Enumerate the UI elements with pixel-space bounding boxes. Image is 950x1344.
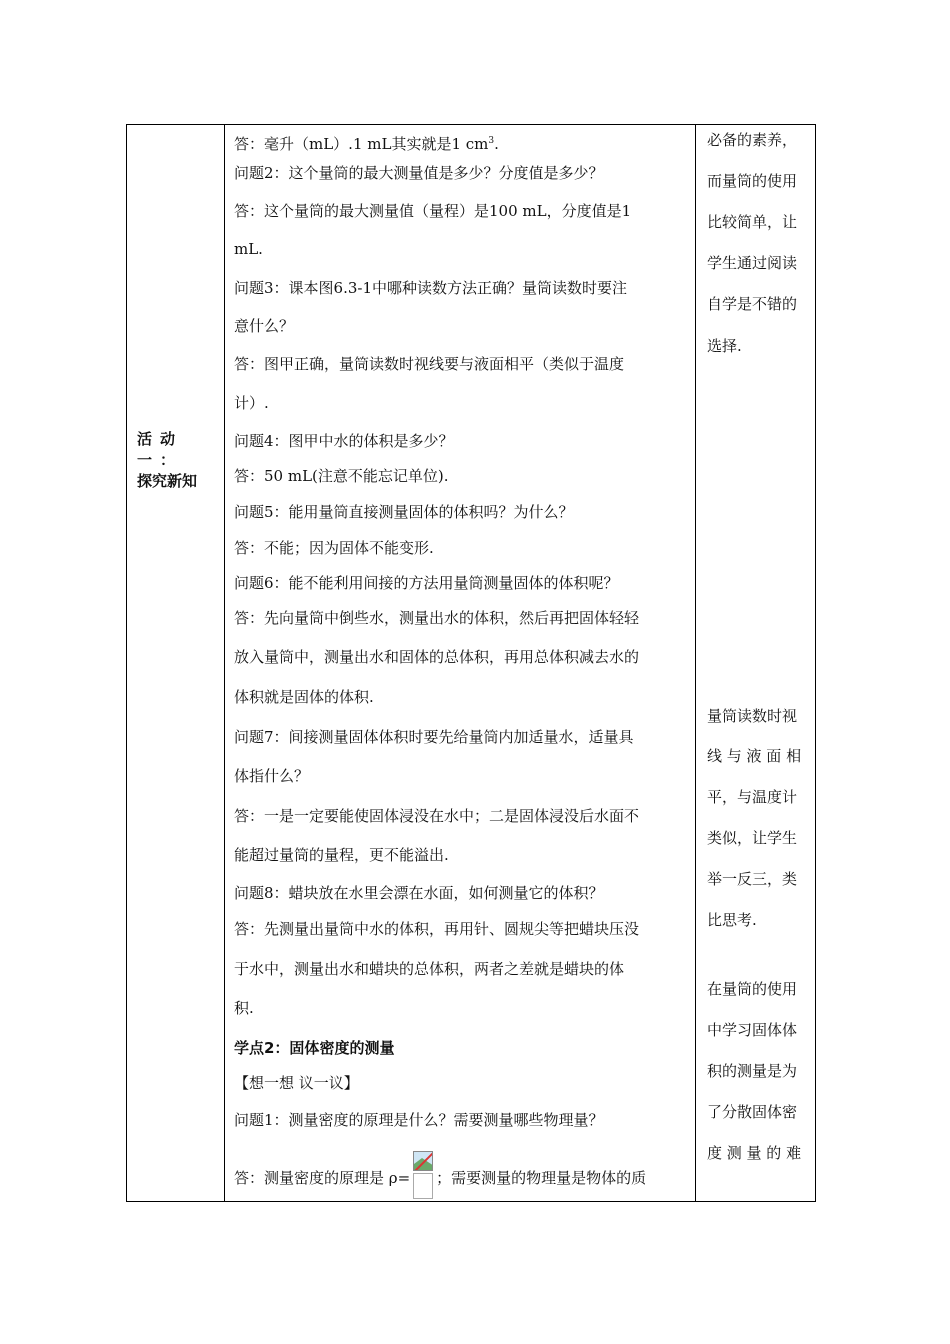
note-line: 积的测量是为 bbox=[707, 1062, 798, 1080]
content-cell bbox=[226, 125, 696, 1201]
note-line: 比较简单，让 bbox=[707, 213, 798, 231]
note-line: 自学是不错的 bbox=[707, 295, 798, 313]
note-line: 类似，让学生 bbox=[707, 829, 798, 847]
content-line bbox=[234, 765, 690, 787]
note-line: 举一反三，类 bbox=[707, 870, 798, 888]
content-line bbox=[234, 918, 690, 940]
content-text: 问题5：能用量筒直接测量固体的体积吗？为什么？ bbox=[234, 503, 574, 521]
activity-cell bbox=[127, 125, 225, 1201]
content-text: 答：图甲正确，量筒读数时视线要与液面相平（类似于温度 bbox=[234, 355, 625, 373]
content-line bbox=[234, 392, 690, 414]
section-heading bbox=[234, 1037, 690, 1059]
note-line: 必备的素养， bbox=[707, 131, 798, 149]
content-text: 答：先向量筒中倒些水，测量出水的体积，然后再把固体轻轻 bbox=[234, 609, 640, 627]
content-line bbox=[234, 200, 690, 222]
formula-line bbox=[234, 1155, 690, 1203]
content-line bbox=[234, 958, 690, 980]
content-text: 问题7：间接测量固体体积时要先给量筒内加适量水，适量具 bbox=[234, 728, 634, 746]
content-line bbox=[234, 465, 690, 487]
content-text: mL. bbox=[234, 240, 263, 258]
content-line bbox=[234, 997, 690, 1019]
content-text: 意什么？ bbox=[234, 317, 295, 335]
content-line bbox=[234, 686, 690, 708]
note-line: 选择. bbox=[707, 337, 742, 355]
notes-cell bbox=[697, 125, 817, 1201]
content-line bbox=[234, 1072, 690, 1094]
lesson-table bbox=[126, 124, 816, 1202]
content-line bbox=[234, 844, 690, 866]
content-line bbox=[234, 646, 690, 668]
content-line bbox=[234, 805, 690, 827]
note-line: 了分散固体密 bbox=[707, 1103, 798, 1121]
content-text-suffix: . bbox=[494, 135, 499, 153]
superscript: 3 bbox=[488, 136, 495, 146]
content-text: 答：先测量出量筒中水的体积，再用针、圆规尖等把蜡块压没 bbox=[234, 920, 640, 938]
content-text: 问题3：课本图6.3-1中哪种读数方法正确？量筒读数时要注 bbox=[234, 279, 628, 297]
content-line bbox=[234, 238, 690, 260]
content-text: 问题8：蜡块放在水里会漂在水面，如何测量它的体积？ bbox=[234, 884, 604, 902]
note-line: 中学习固体体 bbox=[707, 1021, 798, 1039]
content-line bbox=[234, 130, 690, 155]
activity-label: 活动一： bbox=[137, 430, 184, 469]
content-text: 学点2：固体密度的测量 bbox=[234, 1039, 395, 1057]
note-line: 线 与 液 面 相 bbox=[707, 747, 802, 765]
content-line bbox=[234, 882, 690, 904]
content-text: 问题1：测量密度的原理是什么？需要测量哪些物理量？ bbox=[234, 1111, 604, 1129]
content-text: 放入量筒中，测量出水和固体的总体积，再用总体积减去水的 bbox=[234, 648, 640, 666]
content-line bbox=[234, 572, 690, 594]
content-text: 体积就是固体的体积. bbox=[234, 688, 374, 706]
content-text: 积. bbox=[234, 999, 254, 1017]
content-line bbox=[234, 162, 690, 184]
content-line bbox=[234, 607, 690, 629]
content-text: 答：50 mL(注意不能忘记单位). bbox=[234, 467, 449, 485]
content-text: 问题4：图甲中水的体积是多少？ bbox=[234, 432, 454, 450]
content-text: 【想一想 议一议】 bbox=[234, 1074, 359, 1092]
activity-title: 探究新知 bbox=[137, 472, 198, 490]
content-text: 计）. bbox=[234, 394, 269, 412]
content-text: 答：一是一定要能使固体浸没在水中；二是固体浸没后水面不 bbox=[234, 807, 640, 825]
note-line: 在量筒的使用 bbox=[707, 980, 798, 998]
content-line bbox=[234, 501, 690, 523]
content-line bbox=[234, 1109, 690, 1131]
content-text: 答：毫升（mL）.1 mL其实就是1 cm bbox=[234, 135, 489, 153]
content-line bbox=[234, 537, 690, 559]
note-line: 比思考. bbox=[707, 911, 757, 929]
content-text: 答：不能；因为固体不能变形. bbox=[234, 539, 434, 557]
content-text: 答：这个量筒的最大测量值（量程）是100 mL，分度值是1 bbox=[234, 202, 632, 220]
content-line bbox=[234, 315, 690, 337]
content-line bbox=[234, 430, 690, 452]
content-line bbox=[234, 277, 690, 299]
content-text: 体指什么？ bbox=[234, 767, 310, 785]
note-line: 量筒读数时视 bbox=[707, 707, 798, 725]
content-text: 能超过量筒的量程，更不能溢出. bbox=[234, 846, 449, 864]
content-text: 于水中，测量出水和蜡块的总体积，两者之差就是蜡块的体 bbox=[234, 960, 625, 978]
note-line: 学生通过阅读 bbox=[707, 254, 798, 272]
content-line bbox=[234, 726, 690, 748]
content-text: 问题6：能不能利用间接的方法用量筒测量固体的体积呢？ bbox=[234, 574, 619, 592]
content-text: 问题2：这个量筒的最大测量值是多少？分度值是多少？ bbox=[234, 164, 604, 182]
note-line: 平，与温度计 bbox=[707, 788, 798, 806]
note-line: 度 测 量 的 难 bbox=[707, 1144, 802, 1162]
content-line bbox=[234, 353, 690, 375]
formula-text-after: ；需要测量的物理量是物体的质 bbox=[436, 1169, 647, 1187]
note-line: 而量筒的使用 bbox=[707, 172, 798, 190]
formula-text-before: 答：测量密度的原理是 ρ= bbox=[234, 1169, 411, 1187]
formula-image-icon bbox=[412, 1151, 434, 1199]
